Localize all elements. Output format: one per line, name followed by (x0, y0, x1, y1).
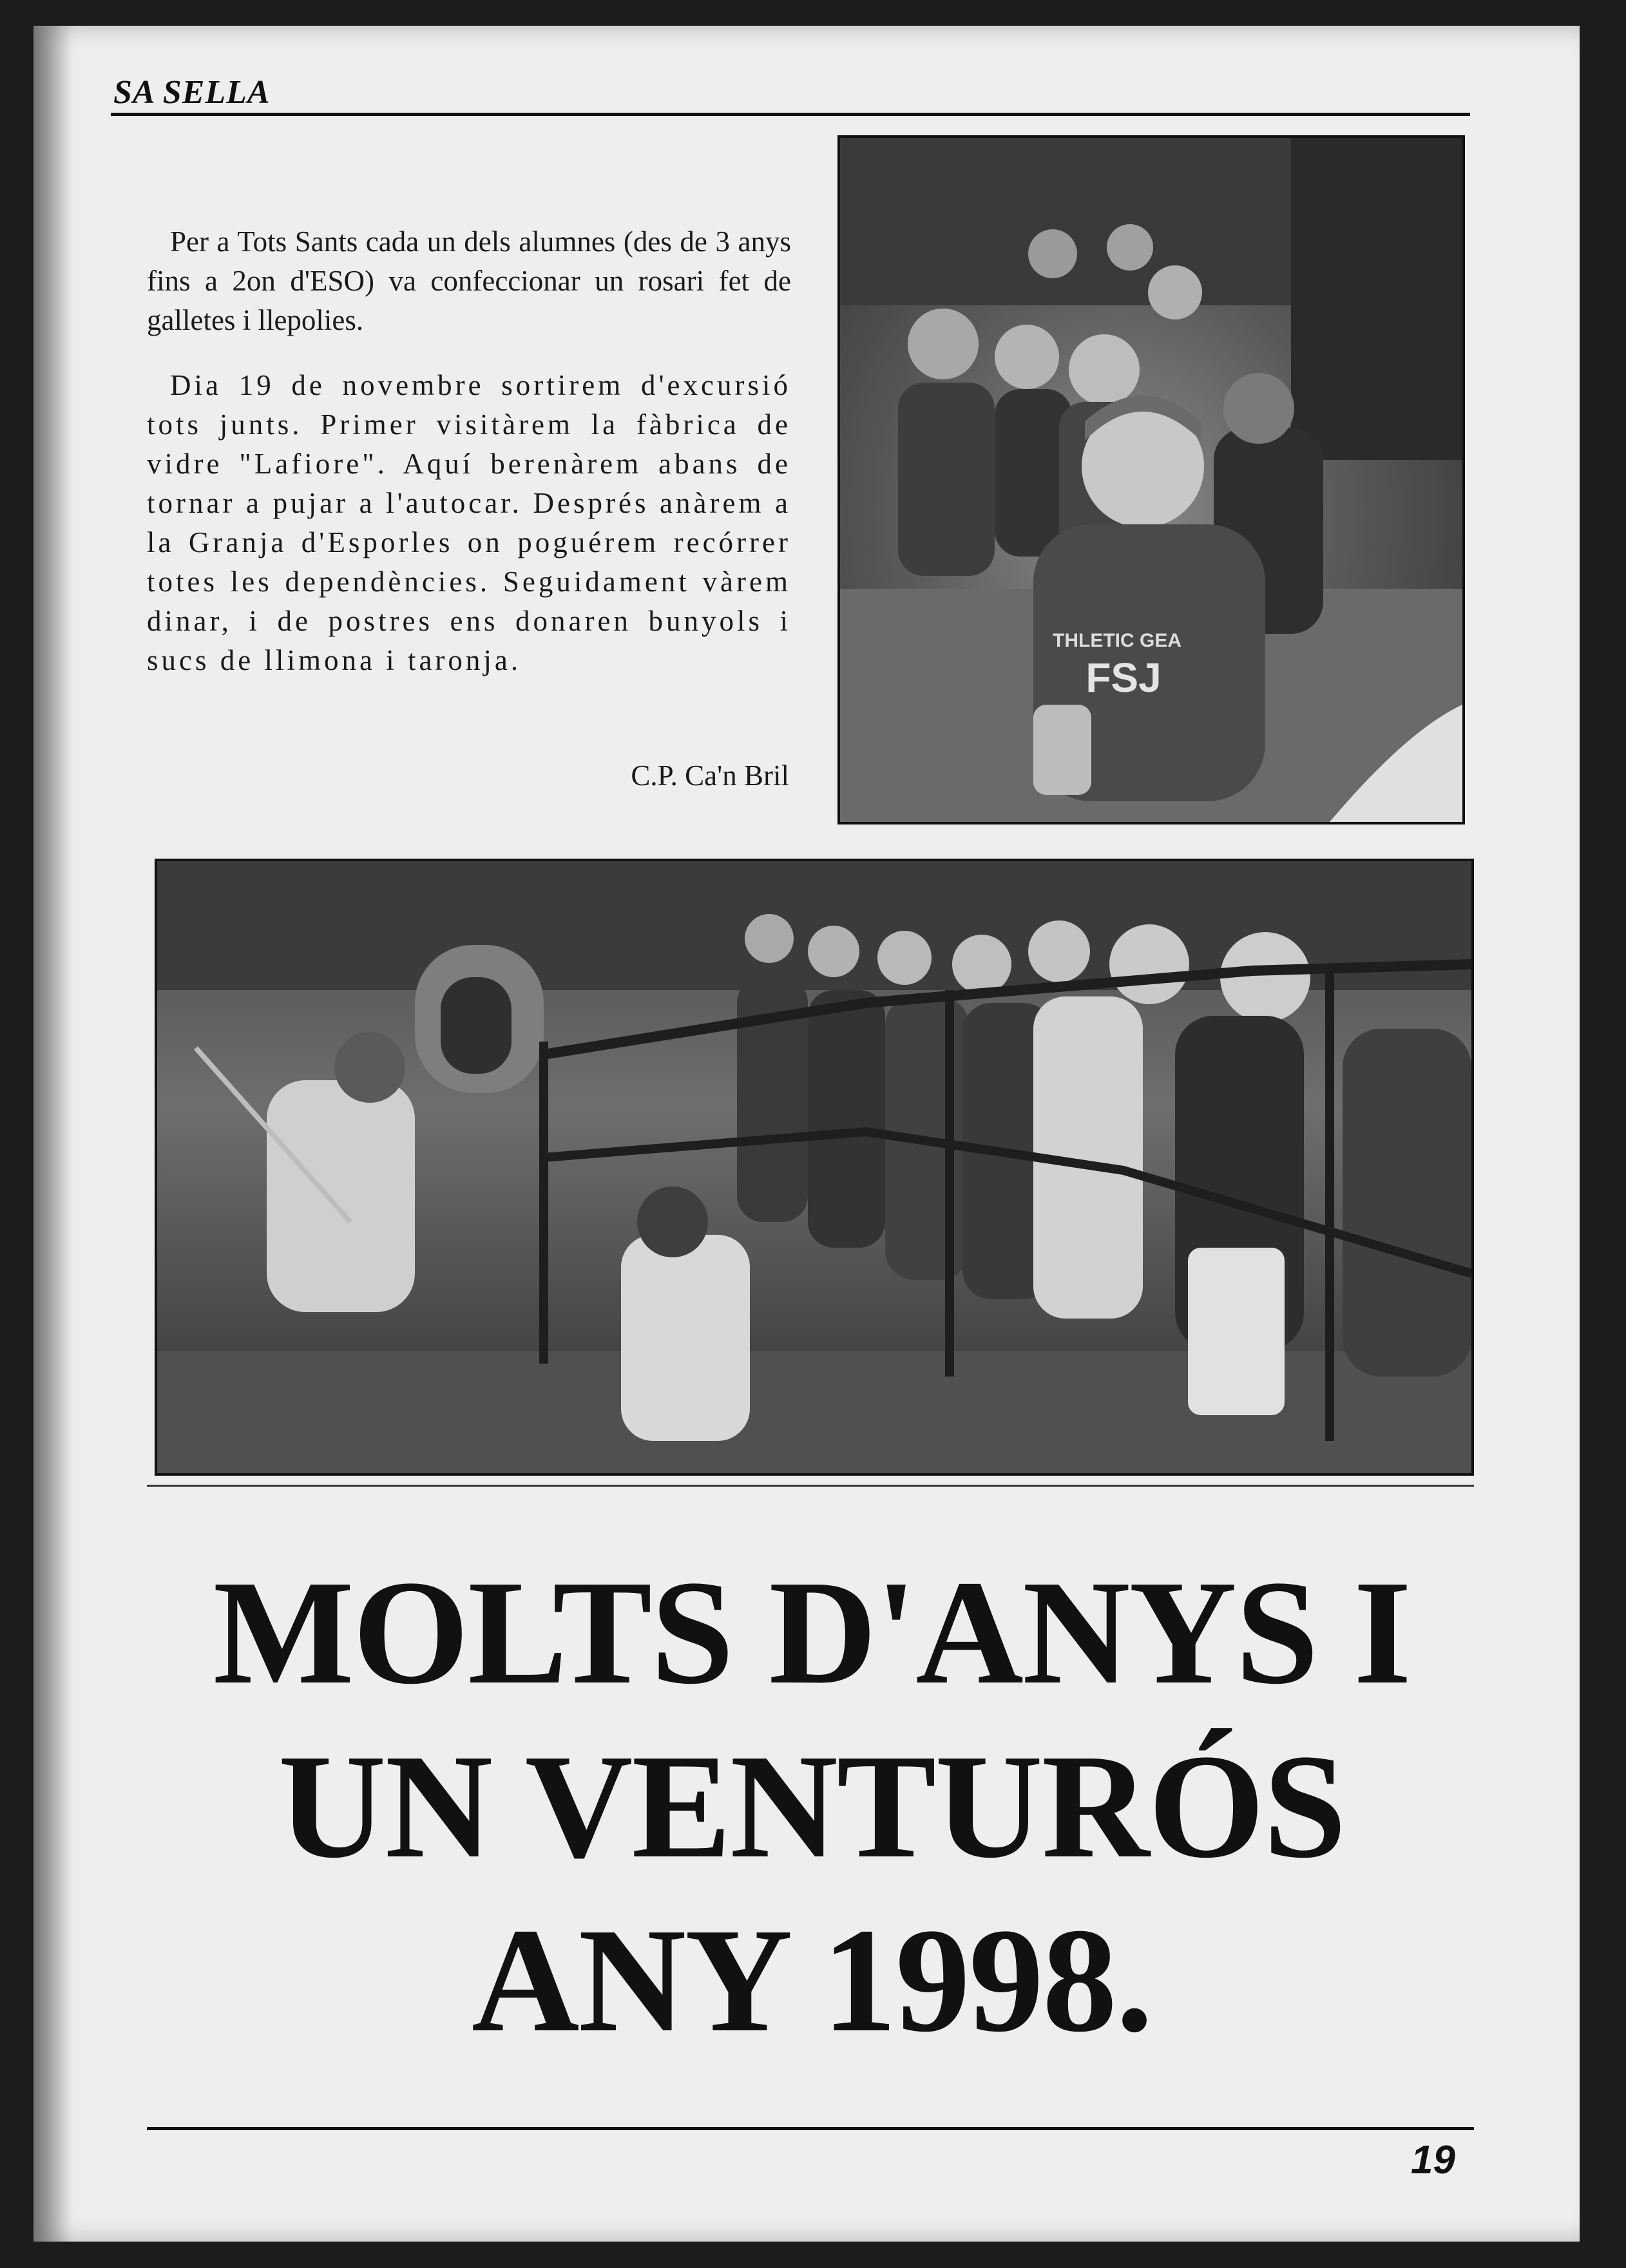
headline-line-1: MOLTS D'ANYS I (213, 1550, 1411, 1715)
article-paragraph-2: Dia 19 de novembre sortirem d'excursió tots junts. Primer visitàrem la fàbrica de vidre "Lafiore". Aquí berenàrem abans de tornar a pujar a l'autocar. Després anàrem a la Granja d'Esporles on poguérem recórrer totes les dependències. Seguidament vàrem dinar, i de postres ens donaren bunyols i sucs de llimona i taronja. (147, 369, 791, 676)
header-rule (111, 113, 1470, 116)
photo-children-line (837, 135, 1465, 824)
shirt-print-line: THLETIC GEA (1053, 630, 1181, 651)
publication-title: SA SELLA (113, 74, 271, 111)
headline-line-2: UN VENTURÓS (278, 1724, 1346, 1889)
photo-children-line-image (840, 138, 1462, 822)
article-signature: C.P. Ca'n Bril (631, 759, 789, 792)
new-year-headline (155, 1546, 1469, 2068)
shirt-print-logo: FSJ (1086, 654, 1162, 701)
article-text (147, 222, 791, 706)
footer-rule (147, 2127, 1474, 2130)
section-divider (147, 1485, 1474, 1487)
spine-shadow (33, 26, 72, 2242)
headline-line-3: ANY 1998. (471, 1898, 1153, 2063)
photo-glass-factory-image (157, 861, 1471, 1473)
photo-glass-factory (155, 859, 1474, 1476)
article-paragraph-1: Per a Tots Sants cada un dels alumnes (des de 3 anys fins a 2on d'ESO) va confeccionar un rosari fet de galletes i llepolies. (147, 225, 791, 336)
page-number: 19 (1411, 2138, 1455, 2182)
